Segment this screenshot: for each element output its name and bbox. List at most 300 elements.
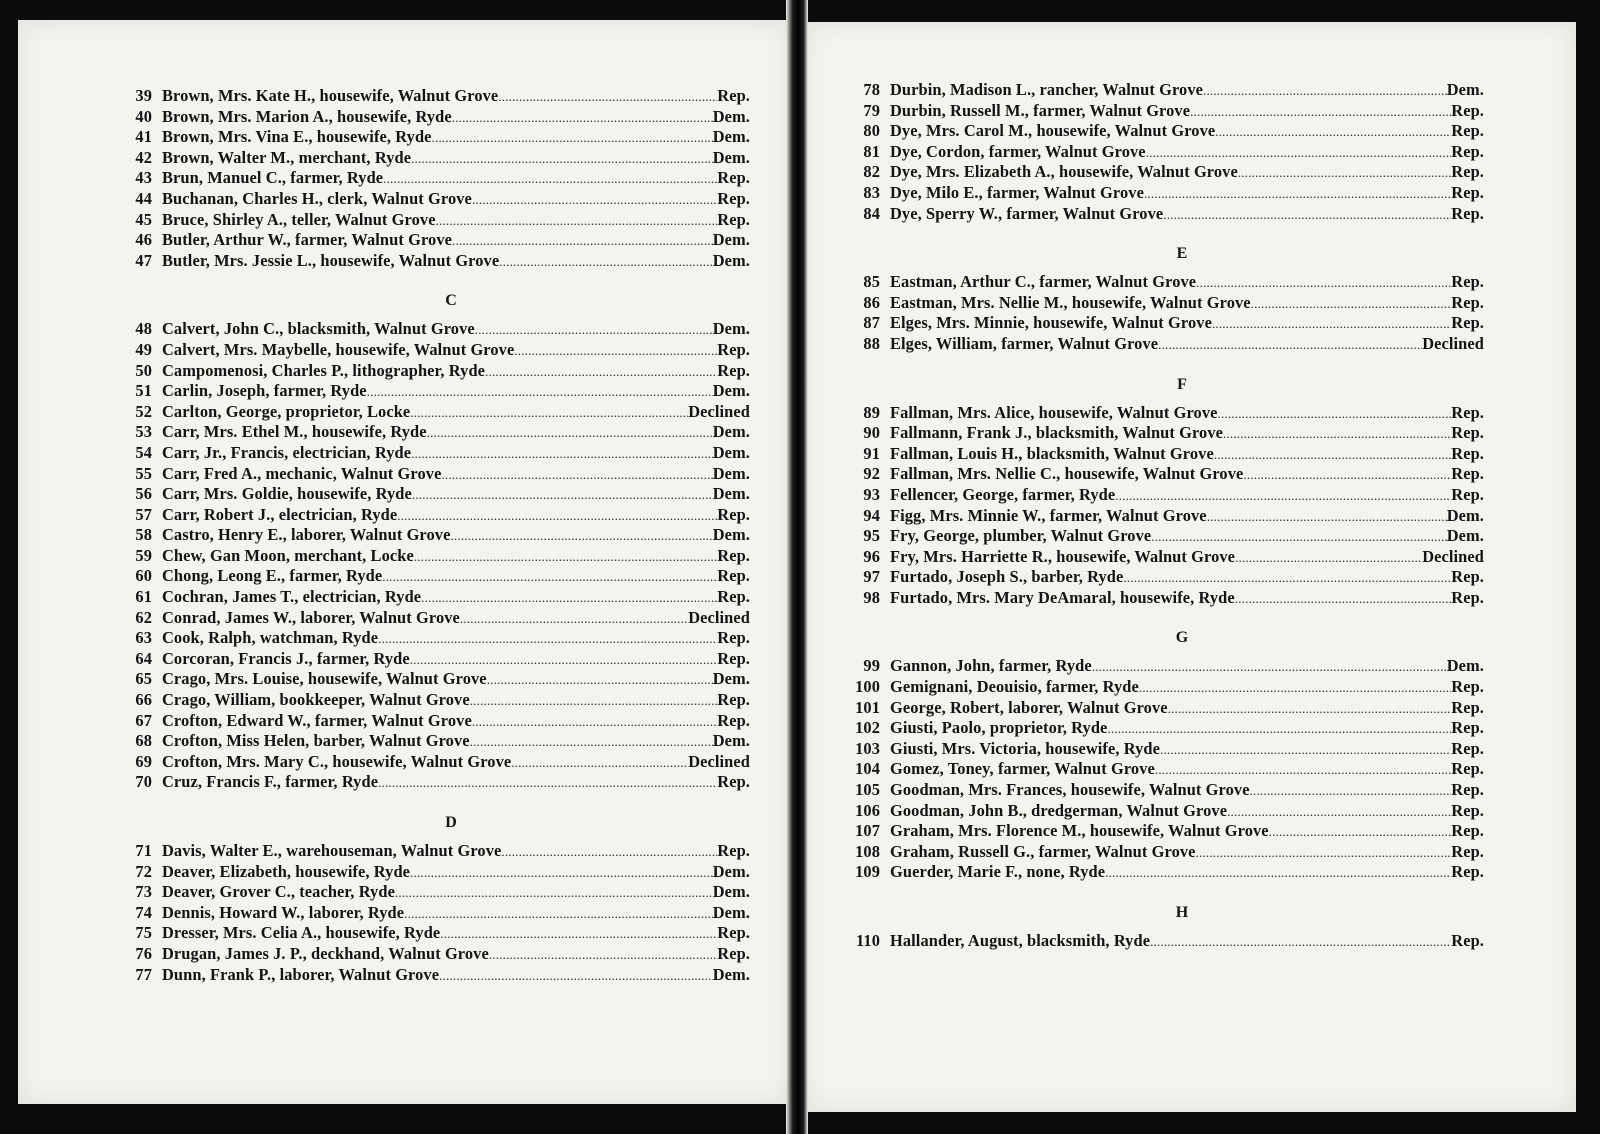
party-affiliation: Dem. — [712, 127, 750, 147]
entry-number: 70 — [135, 772, 152, 792]
dot-leader — [1238, 162, 1451, 182]
entry-number: 90 — [863, 423, 880, 443]
party-affiliation: Rep. — [717, 710, 750, 730]
entry-number: 59 — [135, 545, 152, 565]
party-affiliation: Rep. — [1451, 587, 1484, 607]
voter-name: Durbin, Madison L., rancher, Walnut Grove — [890, 80, 1203, 99]
voter-name: Carr, Jr., Francis, electrician, Ryde — [162, 442, 412, 462]
voter-entry — [838, 739, 1484, 760]
party-affiliation: Rep. — [1451, 423, 1484, 443]
voter-name: Brown, Walter M., merchant, Ryde — [162, 147, 412, 167]
voter-name: Castro, Henry E., laborer, Walnut Grove — [162, 525, 451, 545]
voter-name: Dye, Mrs. Elizabeth A., housewife, Walnut Grove — [890, 162, 1238, 182]
entry-number: 47 — [135, 250, 152, 270]
dot-leader — [1144, 183, 1451, 203]
dot-leader — [1151, 526, 1446, 546]
voter-entry — [110, 608, 750, 629]
dot-leader — [501, 841, 717, 861]
voter-name: Gemignani, Deouisio, farmer, Ryde — [890, 677, 1139, 697]
voter-entry — [838, 931, 1484, 952]
entry-number: 79 — [863, 100, 880, 120]
entry-number: 40 — [135, 106, 152, 126]
voter-entry — [110, 669, 750, 690]
voter-entry — [838, 444, 1484, 465]
voter-entry — [838, 718, 1484, 739]
entry-number: 58 — [135, 525, 152, 545]
section-letter-heading: E — [1176, 245, 1188, 263]
voter-name: Drugan, James J. P., deckhand, Walnut Grove — [162, 943, 489, 963]
voter-entry — [110, 731, 750, 752]
voter-entry — [838, 485, 1484, 506]
dot-leader — [421, 587, 717, 607]
voter-name: Deaver, Grover C., teacher, Ryde — [162, 882, 395, 902]
dot-leader — [1215, 121, 1451, 141]
dot-leader — [383, 168, 717, 188]
voter-entry — [838, 780, 1484, 801]
voter-entry — [110, 189, 750, 210]
party-affiliation: Rep. — [1451, 292, 1484, 312]
voter-entry — [110, 944, 750, 965]
party-affiliation: Rep. — [1451, 677, 1484, 697]
party-affiliation: Dem. — [712, 861, 750, 881]
party-affiliation: Dem. — [712, 669, 750, 689]
party-affiliation: Rep. — [717, 86, 750, 105]
party-affiliation: Dem. — [712, 230, 750, 250]
dot-leader — [1214, 444, 1451, 464]
entry-number: 89 — [863, 402, 880, 422]
voter-entry — [110, 148, 750, 169]
entry-number: 46 — [135, 230, 152, 250]
voter-name: Carr, Fred A., mechanic, Walnut Grove — [162, 463, 442, 483]
voter-entry — [838, 313, 1484, 334]
voter-name: Goodman, John B., dredgerman, Walnut Grove — [890, 800, 1228, 820]
dot-leader — [472, 711, 717, 731]
party-affiliation: Rep. — [717, 504, 750, 524]
dot-leader — [475, 319, 713, 339]
voter-entry — [110, 168, 750, 189]
party-affiliation: Dem. — [1446, 656, 1484, 676]
voter-name: Carr, Mrs. Ethel M., housewife, Ryde — [162, 422, 427, 442]
party-affiliation: Rep. — [717, 545, 750, 565]
entry-number: 39 — [135, 86, 152, 105]
party-affiliation: Rep. — [1451, 182, 1484, 202]
entry-number: 81 — [863, 141, 880, 161]
voter-entry — [838, 121, 1484, 142]
entry-number: 62 — [135, 607, 152, 627]
entry-number: 45 — [135, 209, 152, 229]
party-affiliation: Rep. — [1451, 464, 1484, 484]
dot-leader — [1243, 464, 1451, 484]
voter-name: Brown, Mrs. Vina E., housewife, Ryde — [162, 127, 432, 147]
party-affiliation: Rep. — [1451, 100, 1484, 120]
voter-entry — [110, 862, 750, 883]
entry-number: 86 — [863, 292, 880, 312]
dot-leader — [1150, 931, 1451, 951]
dot-leader — [378, 628, 717, 648]
entry-number: 82 — [863, 162, 880, 182]
voter-entry — [838, 183, 1484, 204]
dot-leader — [1269, 821, 1452, 841]
party-affiliation: Dem. — [712, 525, 750, 545]
entry-number: 110 — [856, 931, 880, 950]
voter-name: Giusti, Paolo, proprietor, Ryde — [890, 718, 1108, 738]
voter-name: Hallander, August, blacksmith, Ryde — [890, 931, 1151, 950]
voter-name: Brown, Mrs. Kate H., housewife, Walnut Grove — [162, 86, 499, 105]
voter-name: Crofton, Mrs. Mary C., housewife, Walnut Grove — [162, 751, 512, 771]
voter-entry — [838, 162, 1484, 183]
dot-leader — [427, 422, 713, 442]
dot-leader — [1139, 677, 1451, 697]
party-affiliation: Declined — [688, 751, 750, 771]
dot-leader — [1123, 567, 1451, 587]
entry-number: 71 — [135, 841, 152, 860]
voter-entry — [838, 567, 1484, 588]
party-affiliation: Rep. — [1451, 121, 1484, 141]
dot-leader — [1218, 403, 1452, 423]
party-affiliation: Rep. — [1451, 203, 1484, 223]
dot-leader — [1146, 142, 1452, 162]
dot-leader — [367, 381, 713, 401]
voter-name: Fallman, Mrs. Alice, housewife, Walnut Grove — [890, 402, 1218, 422]
entry-number: 100 — [855, 677, 880, 697]
voter-name: Carlin, Joseph, farmer, Ryde — [162, 381, 367, 401]
party-affiliation: Rep. — [1451, 402, 1484, 422]
entry-number: 67 — [135, 710, 152, 730]
party-affiliation: Rep. — [717, 168, 750, 188]
entry-number: 109 — [855, 862, 880, 882]
party-affiliation: Dem. — [712, 442, 750, 462]
voter-name: Furtado, Joseph S., barber, Ryde — [890, 567, 1124, 587]
dot-leader — [411, 148, 713, 168]
party-affiliation: Rep. — [1451, 759, 1484, 779]
voter-name: Calvert, Mrs. Maybelle, housewife, Walnut Grove — [162, 339, 515, 359]
party-affiliation: Dem. — [1446, 80, 1484, 99]
dot-leader — [1168, 698, 1452, 718]
voter-entry — [838, 547, 1484, 568]
dot-leader — [432, 127, 713, 147]
voter-name: Dresser, Mrs. Celia A., housewife, Ryde — [162, 923, 441, 943]
dot-leader — [410, 649, 718, 669]
voter-entry — [110, 903, 750, 924]
entry-number: 52 — [135, 401, 152, 421]
voter-name: Crago, Mrs. Louise, housewife, Walnut Grove — [162, 669, 487, 689]
entry-number: 93 — [863, 484, 880, 504]
entry-number: 61 — [135, 587, 152, 607]
party-affiliation: Rep. — [1451, 162, 1484, 182]
voter-name: Graham, Russell G., farmer, Walnut Grove — [890, 841, 1196, 861]
voter-name: Calvert, John C., blacksmith, Walnut Grove — [162, 319, 475, 339]
voter-entry — [110, 546, 750, 567]
entry-number: 44 — [135, 188, 152, 208]
dot-leader — [1203, 80, 1447, 100]
section-letter-heading: H — [1175, 904, 1189, 921]
voter-entry — [838, 526, 1484, 547]
voter-entry — [838, 801, 1484, 822]
dot-leader — [452, 107, 713, 127]
voter-name: George, Robert, laborer, Walnut Grove — [890, 697, 1168, 717]
dot-leader — [1196, 272, 1451, 292]
dot-leader — [1160, 739, 1451, 759]
voter-name: Cochran, James T., electrician, Ryde — [162, 587, 422, 607]
dot-leader — [436, 210, 718, 230]
voter-name: Carlton, George, proprietor, Locke — [162, 401, 411, 421]
entry-number: 107 — [855, 821, 880, 841]
voter-name: Dye, Mrs. Carol M., housewife, Walnut Grove — [890, 121, 1216, 141]
voter-name: Giusti, Mrs. Victoria, housewife, Ryde — [890, 738, 1161, 758]
voter-entry — [838, 656, 1484, 677]
entry-number: 53 — [135, 422, 152, 442]
party-affiliation: Dem. — [712, 319, 750, 339]
party-affiliation: Dem. — [712, 381, 750, 401]
voter-name: Gannon, John, farmer, Ryde — [890, 656, 1092, 676]
entry-number: 54 — [135, 442, 152, 462]
entry-number: 108 — [855, 841, 880, 861]
dot-leader — [470, 731, 713, 751]
entry-number: 99 — [863, 656, 880, 676]
voter-name: Bruce, Shirley A., teller, Walnut Grove — [162, 209, 436, 229]
entry-number: 51 — [135, 381, 152, 401]
party-affiliation: Rep. — [717, 587, 750, 607]
voter-entry — [110, 923, 750, 944]
voter-entry — [110, 230, 750, 251]
voter-entry — [838, 101, 1484, 122]
entry-number: 105 — [855, 780, 880, 800]
voter-name: Dunn, Frank P., laborer, Walnut Grove — [162, 964, 440, 984]
entry-number: 41 — [135, 127, 152, 147]
voter-entry — [838, 464, 1484, 485]
dot-leader — [1115, 485, 1451, 505]
dot-leader — [450, 525, 712, 545]
entry-number: 95 — [863, 526, 880, 546]
dot-leader — [487, 669, 713, 689]
dot-leader — [378, 772, 717, 792]
party-affiliation: Dem. — [712, 147, 750, 167]
voter-name: Deaver, Elizabeth, housewife, Ryde — [162, 861, 411, 881]
party-affiliation: Rep. — [717, 209, 750, 229]
entry-number: 96 — [863, 546, 880, 566]
voter-entry — [838, 862, 1484, 883]
dot-leader — [1235, 588, 1451, 608]
entry-number: 72 — [135, 861, 152, 881]
party-affiliation: Declined — [688, 607, 750, 627]
party-affiliation: Rep. — [1451, 931, 1484, 950]
voter-entry — [110, 443, 750, 464]
voter-entry — [110, 649, 750, 670]
voter-name: Chong, Leong E., farmer, Ryde — [162, 566, 383, 586]
dot-leader — [1092, 656, 1447, 676]
dot-leader — [395, 882, 713, 902]
voter-entry — [838, 588, 1484, 609]
party-affiliation: Rep. — [717, 690, 750, 710]
voter-name: Furtado, Mrs. Mary DeAmaral, housewife, Ryde — [890, 587, 1235, 607]
party-affiliation: Rep. — [1451, 780, 1484, 800]
voter-name: Gomez, Toney, farmer, Walnut Grove — [890, 759, 1155, 779]
voter-entry — [838, 204, 1484, 225]
voter-entry — [110, 464, 750, 485]
dot-leader — [1196, 842, 1452, 862]
party-affiliation: Dem. — [712, 964, 750, 984]
party-affiliation: Rep. — [717, 628, 750, 648]
party-affiliation: Dem. — [1446, 526, 1484, 546]
entry-number: 102 — [855, 718, 880, 738]
entry-number: 104 — [855, 759, 880, 779]
voter-name: Cruz, Francis F., farmer, Ryde — [162, 772, 379, 792]
party-affiliation: Rep. — [717, 943, 750, 963]
voter-name: Fellencer, George, farmer, Ryde — [890, 484, 1116, 504]
party-affiliation: Declined — [1422, 546, 1484, 566]
entry-number: 73 — [135, 882, 152, 902]
dot-leader — [485, 361, 717, 381]
voter-entry — [838, 293, 1484, 314]
dot-leader — [514, 340, 717, 360]
party-affiliation: Rep. — [1451, 272, 1484, 292]
voter-entry — [110, 127, 750, 148]
entry-number: 50 — [135, 360, 152, 380]
voter-name: Figg, Mrs. Minnie W., farmer, Walnut Grove — [890, 505, 1207, 525]
voter-name: Goodman, Mrs. Frances, housewife, Walnut Grove — [890, 780, 1250, 800]
voter-entry — [838, 142, 1484, 163]
party-affiliation: Rep. — [1451, 484, 1484, 504]
voter-name: Brown, Mrs. Marion A., housewife, Ryde — [162, 106, 452, 126]
voter-name: Davis, Walter E., warehouseman, Walnut Grove — [162, 841, 502, 860]
entry-number: 84 — [863, 203, 880, 223]
voter-entry — [838, 80, 1484, 101]
dot-leader — [1107, 718, 1451, 738]
voter-name: Durbin, Russell M., farmer, Walnut Grove — [890, 100, 1191, 120]
entry-number: 94 — [863, 505, 880, 525]
entry-number: 80 — [863, 121, 880, 141]
party-affiliation: Rep. — [1451, 738, 1484, 758]
party-affiliation: Rep. — [1451, 862, 1484, 882]
party-affiliation: Rep. — [1451, 567, 1484, 587]
voter-name: Crofton, Edward W., farmer, Walnut Grove — [162, 710, 472, 730]
dot-leader — [499, 251, 713, 271]
book-gutter — [786, 0, 808, 1134]
right-voter-list — [838, 80, 1484, 952]
section-letter-heading: F — [1177, 375, 1187, 393]
dot-leader — [1163, 204, 1451, 224]
dot-leader — [440, 923, 717, 943]
voter-name: Fallman, Louis H., blacksmith, Walnut Grove — [890, 443, 1214, 463]
voter-name: Fry, George, plumber, Walnut Grove — [890, 526, 1152, 546]
voter-entry — [838, 403, 1484, 424]
entry-number: 101 — [855, 697, 880, 717]
voter-name: Guerder, Marie F., none, Ryde — [890, 862, 1106, 882]
voter-entry — [838, 842, 1484, 863]
voter-entry — [838, 698, 1484, 719]
party-affiliation: Rep. — [1451, 443, 1484, 463]
entry-number: 66 — [135, 690, 152, 710]
voter-name: Dye, Cordon, farmer, Walnut Grove — [890, 141, 1146, 161]
voter-name: Fry, Mrs. Harriette R., housewife, Walnut Grove — [890, 546, 1236, 566]
voter-name: Butler, Mrs. Jessie L., housewife, Walnut Grove — [162, 250, 500, 270]
section-letter-heading: D — [445, 814, 457, 831]
voter-name: Buchanan, Charles H., clerk, Walnut Grove — [162, 188, 472, 208]
party-affiliation: Rep. — [717, 339, 750, 359]
voter-entry — [110, 965, 750, 986]
dot-leader — [1251, 293, 1452, 313]
entry-number: 75 — [135, 923, 152, 943]
voter-name: Corcoran, Francis J., farmer, Ryde — [162, 648, 410, 668]
left-voter-list — [110, 86, 750, 985]
voter-name: Butler, Arthur W., farmer, Walnut Grove — [162, 230, 452, 250]
party-affiliation: Rep. — [1451, 141, 1484, 161]
party-affiliation: Rep. — [717, 841, 750, 860]
voter-entry — [110, 772, 750, 793]
entry-number: 92 — [863, 464, 880, 484]
voter-name: Crofton, Miss Helen, barber, Walnut Grove — [162, 731, 470, 751]
voter-name: Dye, Sperry W., farmer, Walnut Grove — [890, 203, 1164, 223]
entry-number: 48 — [135, 319, 152, 339]
dot-leader — [414, 546, 717, 566]
dot-leader — [382, 566, 717, 586]
party-affiliation: Rep. — [717, 772, 750, 792]
dot-leader — [397, 505, 717, 525]
section-letter-heading: C — [445, 292, 457, 310]
voter-entry — [110, 210, 750, 231]
voter-name: Cook, Ralph, watchman, Ryde — [162, 628, 379, 648]
entry-number: 91 — [863, 443, 880, 463]
dot-leader — [1105, 862, 1451, 882]
party-affiliation: Dem. — [712, 422, 750, 442]
party-affiliation: Dem. — [712, 463, 750, 483]
voter-entry — [110, 690, 750, 711]
voter-entry — [110, 422, 750, 443]
dot-leader — [511, 752, 688, 772]
voter-entry — [110, 361, 750, 382]
dot-leader — [411, 443, 713, 463]
voter-entry — [110, 841, 750, 862]
party-affiliation: Rep. — [1451, 697, 1484, 717]
voter-name: Eastman, Arthur C., farmer, Walnut Grove — [890, 272, 1197, 292]
voter-name: Graham, Mrs. Florence M., housewife, Walnut Grove — [890, 821, 1269, 841]
voter-name: Elges, Mrs. Minnie, housewife, Walnut Grove — [890, 313, 1212, 333]
dot-leader — [412, 484, 713, 504]
entry-number: 74 — [135, 902, 152, 922]
dot-leader — [1250, 780, 1452, 800]
entry-number: 65 — [135, 669, 152, 689]
voter-entry — [110, 86, 750, 107]
party-affiliation: Rep. — [717, 188, 750, 208]
party-affiliation: Rep. — [1451, 841, 1484, 861]
voter-name: Eastman, Mrs. Nellie M., housewife, Walnut Grove — [890, 292, 1251, 312]
dot-leader — [470, 690, 718, 710]
dot-leader — [1155, 759, 1451, 779]
dot-leader — [410, 402, 688, 422]
entry-number: 43 — [135, 168, 152, 188]
entry-number: 85 — [863, 272, 880, 292]
party-affiliation: Rep. — [1451, 800, 1484, 820]
voter-entry — [110, 340, 750, 361]
entry-number: 77 — [135, 964, 152, 984]
voter-name: Dye, Milo E., farmer, Walnut Grove — [890, 182, 1144, 202]
entry-number: 55 — [135, 463, 152, 483]
party-affiliation: Dem. — [712, 484, 750, 504]
dot-leader — [1235, 547, 1422, 567]
entry-number: 63 — [135, 628, 152, 648]
voter-entry — [110, 484, 750, 505]
dot-leader — [452, 230, 713, 250]
entry-number: 83 — [863, 182, 880, 202]
entry-number: 76 — [135, 943, 152, 963]
voter-name: Brun, Manuel C., farmer, Ryde — [162, 168, 384, 188]
dot-leader — [1190, 101, 1451, 121]
entry-number: 106 — [855, 800, 880, 820]
dot-leader — [1227, 801, 1451, 821]
party-affiliation: Rep. — [1451, 718, 1484, 738]
entry-number: 49 — [135, 339, 152, 359]
voter-name: Campomenosi, Charles P., lithographer, Ryde — [162, 360, 486, 380]
